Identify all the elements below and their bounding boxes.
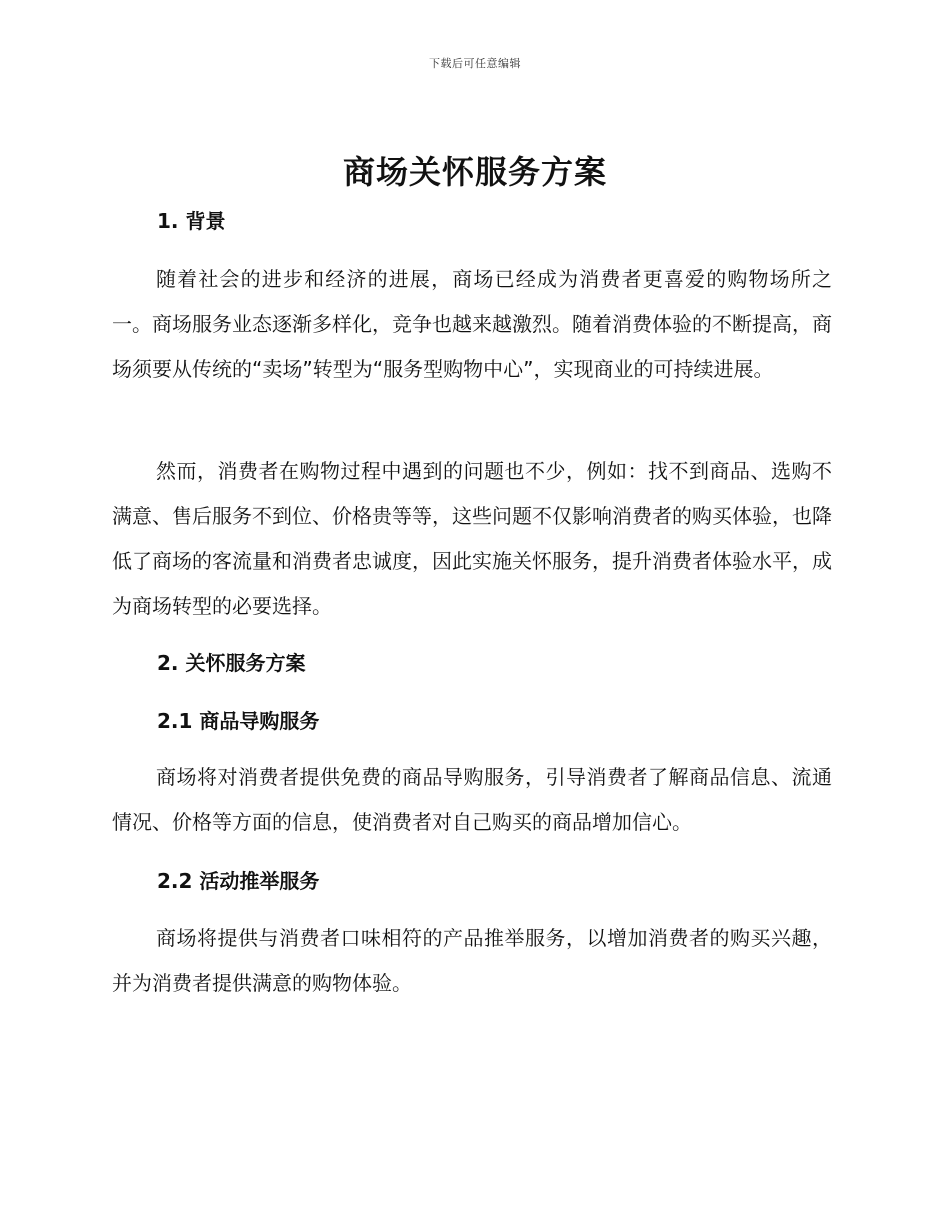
guide-paragraph: 商场将对消费者提供免费的商品导购服务，引导消费者了解商品信息、流通情况、价格等方面的信息，使消费者对自己购买的商品增加信心。 [112, 765, 832, 834]
subsection-heading-guide: 2.1 商品导购服务 [157, 709, 320, 733]
page-header-note: 下载后可任意编辑 [429, 57, 521, 70]
recommend-paragraph: 商场将提供与消费者口味相符的产品推举服务，以增加消费者的购买兴趣，并为消费者提供满意的购物体验。 [112, 926, 832, 995]
subsection-heading-recommend: 2.2 活动推举服务 [157, 869, 320, 893]
background-paragraph-1: 随着社会的进步和经济的进展，商场已经成为消费者更喜爱的购物场所之一。商场服务业态逐渐多样化，竞争也越来越激烈。随着消费体验的不断提高，商场须要从传统的“卖场”转型为“服务型购物中心”，实现商业的可持续进展。 [112, 267, 832, 381]
background-paragraph-2: 然而，消费者在购物过程中遇到的问题也不少，例如：找不到商品、选购不满意、售后服务不到位、价格贵等等，这些问题不仅影响消费者的购买体验，也降低了商场的客流量和消费者忠诚度，因此实施关怀服务，提升消费者体验水平，成为商场转型的必要选择。 [112, 459, 832, 618]
section-heading-background: 1. 背景 [157, 209, 226, 233]
section-heading-plan: 2. 关怀服务方案 [157, 651, 306, 675]
document-title: 商场关怀服务方案 [342, 153, 607, 191]
